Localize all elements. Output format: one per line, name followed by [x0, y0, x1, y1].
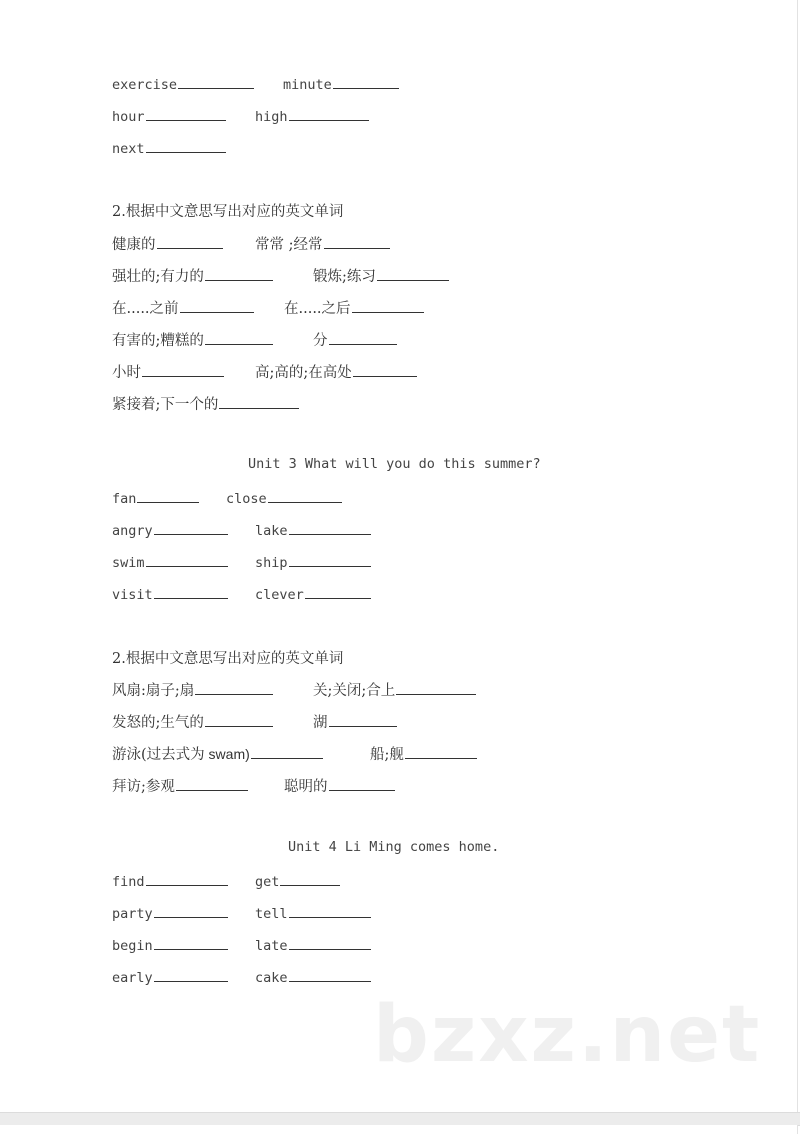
word-label: early — [112, 970, 153, 986]
word-label: next — [112, 141, 145, 157]
word-label: visit — [112, 587, 153, 603]
word-label: high — [255, 109, 288, 125]
answer-blank[interactable] — [178, 74, 254, 89]
cn-label: 锻炼;练习 — [313, 269, 376, 285]
answer-blank[interactable] — [289, 967, 371, 982]
word-label: ship — [255, 555, 288, 571]
word-item — [112, 584, 228, 603]
cn-label: 拜访;参观 — [112, 779, 175, 795]
answer-blank[interactable] — [329, 712, 397, 727]
word-item — [112, 488, 199, 507]
cn-item — [112, 329, 273, 350]
cn-item — [284, 297, 424, 318]
answer-blank[interactable] — [289, 935, 371, 950]
answer-blank[interactable] — [251, 744, 323, 759]
word-label: hour — [112, 109, 145, 125]
answer-blank[interactable] — [146, 871, 228, 886]
answer-blank[interactable] — [289, 106, 369, 121]
word-item — [112, 903, 228, 922]
answer-blank[interactable] — [205, 712, 273, 727]
answer-blank[interactable] — [146, 106, 226, 121]
answer-blank[interactable] — [352, 298, 424, 313]
cn-label: 小时 — [112, 365, 141, 381]
word-item — [226, 488, 342, 507]
word-item — [255, 106, 369, 125]
cn-item — [313, 679, 476, 700]
word-item — [112, 967, 228, 986]
cn-item — [112, 679, 273, 700]
cn-item — [112, 743, 323, 764]
en-label: swam) — [204, 746, 250, 762]
section-heading: 2.根据中文意思写出对应的英文单词 — [112, 651, 344, 667]
word-item — [255, 935, 371, 954]
answer-blank[interactable] — [280, 871, 340, 886]
word-item — [112, 106, 226, 125]
cn-item — [313, 329, 397, 350]
answer-blank[interactable] — [157, 234, 223, 249]
cn-item — [112, 393, 299, 414]
cn-item — [370, 743, 477, 764]
answer-blank[interactable] — [154, 935, 228, 950]
answer-blank[interactable] — [176, 776, 248, 791]
answer-blank[interactable] — [205, 266, 273, 281]
answer-blank[interactable] — [154, 584, 228, 599]
word-item — [112, 138, 226, 157]
unit-3-title: Unit 3 What will you do this summer? — [248, 456, 541, 472]
cn-label: 船;舰 — [370, 747, 404, 763]
answer-blank[interactable] — [353, 362, 417, 377]
answer-blank[interactable] — [289, 903, 371, 918]
answer-blank[interactable] — [154, 903, 228, 918]
word-item — [112, 520, 228, 539]
word-label: close — [226, 491, 267, 507]
word-item — [255, 520, 371, 539]
cn-label: 游泳(过去式为 — [112, 747, 205, 763]
word-item — [283, 74, 399, 93]
answer-blank[interactable] — [324, 234, 390, 249]
word-label: lake — [255, 523, 288, 539]
cn-label: 紧接着;下一个的 — [112, 397, 219, 413]
cn-label: 强壮的;有力的 — [112, 269, 204, 285]
answer-blank[interactable] — [154, 520, 228, 535]
section-heading: 2.根据中文意思写出对应的英文单词 — [112, 204, 344, 220]
word-label: exercise — [112, 77, 178, 93]
answer-blank[interactable] — [305, 584, 371, 599]
answer-blank[interactable] — [195, 680, 273, 695]
answer-blank[interactable] — [333, 74, 399, 89]
cn-label: 健康的 — [112, 237, 156, 253]
answer-blank[interactable] — [396, 680, 476, 695]
answer-blank[interactable] — [142, 362, 224, 377]
cn-label: 湖 — [313, 715, 328, 731]
word-item — [255, 584, 371, 603]
page-separator — [0, 1112, 800, 1126]
answer-blank[interactable] — [154, 967, 228, 982]
cn-item — [112, 233, 223, 254]
answer-blank[interactable] — [377, 266, 449, 281]
answer-blank[interactable] — [137, 488, 199, 503]
word-item — [112, 935, 228, 954]
word-label: tell — [255, 906, 288, 922]
word-label: minute — [283, 77, 332, 93]
word-item — [112, 871, 228, 890]
cn-item — [112, 297, 254, 318]
word-label: party — [112, 906, 153, 922]
answer-blank[interactable] — [329, 330, 397, 345]
cn-item — [255, 233, 390, 254]
watermark: bzxz.net — [373, 990, 762, 1080]
word-label: angry — [112, 523, 153, 539]
word-item — [255, 967, 371, 986]
answer-blank[interactable] — [146, 552, 228, 567]
cn-item — [255, 361, 417, 382]
cn-label: 高;高的;在高处 — [255, 365, 352, 381]
word-label: find — [112, 874, 145, 890]
cn-item — [284, 775, 395, 796]
cn-item — [112, 361, 224, 382]
answer-blank[interactable] — [205, 330, 273, 345]
cn-label: 有害的;糟糕的 — [112, 333, 204, 349]
cn-label: 在.....之前 — [112, 301, 179, 317]
word-item — [112, 74, 254, 93]
word-item — [255, 552, 371, 571]
word-label: begin — [112, 938, 153, 954]
cn-label: 常常 ;经常 — [255, 237, 323, 253]
word-label: swim — [112, 555, 145, 571]
next-page-edge — [0, 1125, 798, 1134]
answer-blank[interactable] — [180, 298, 254, 313]
cn-item — [313, 265, 449, 286]
cn-item — [112, 775, 248, 796]
cn-item — [112, 711, 273, 732]
word-label: late — [255, 938, 288, 954]
cn-item — [313, 711, 397, 732]
word-label: get — [255, 874, 280, 890]
cn-label: 聪明的 — [284, 779, 328, 795]
word-label: fan — [112, 491, 137, 507]
word-label: cake — [255, 970, 288, 986]
word-item — [255, 871, 340, 890]
word-item — [255, 903, 371, 922]
unit-4-title: Unit 4 Li Ming comes home. — [288, 839, 500, 855]
answer-blank[interactable] — [329, 776, 395, 791]
answer-blank[interactable] — [405, 744, 477, 759]
answer-blank[interactable] — [146, 138, 226, 153]
word-label: clever — [255, 587, 304, 603]
cn-label: 在.....之后 — [284, 301, 351, 317]
answer-blank[interactable] — [219, 394, 299, 409]
answer-blank[interactable] — [289, 552, 371, 567]
answer-blank[interactable] — [289, 520, 371, 535]
cn-label: 分 — [313, 333, 328, 349]
cn-label: 发怒的;生气的 — [112, 715, 204, 731]
cn-item — [112, 265, 273, 286]
cn-label: 关;关闭;合上 — [313, 683, 396, 699]
cn-label: 风扇:扇子;扇 — [112, 683, 195, 699]
word-item — [112, 552, 228, 571]
answer-blank[interactable] — [268, 488, 342, 503]
